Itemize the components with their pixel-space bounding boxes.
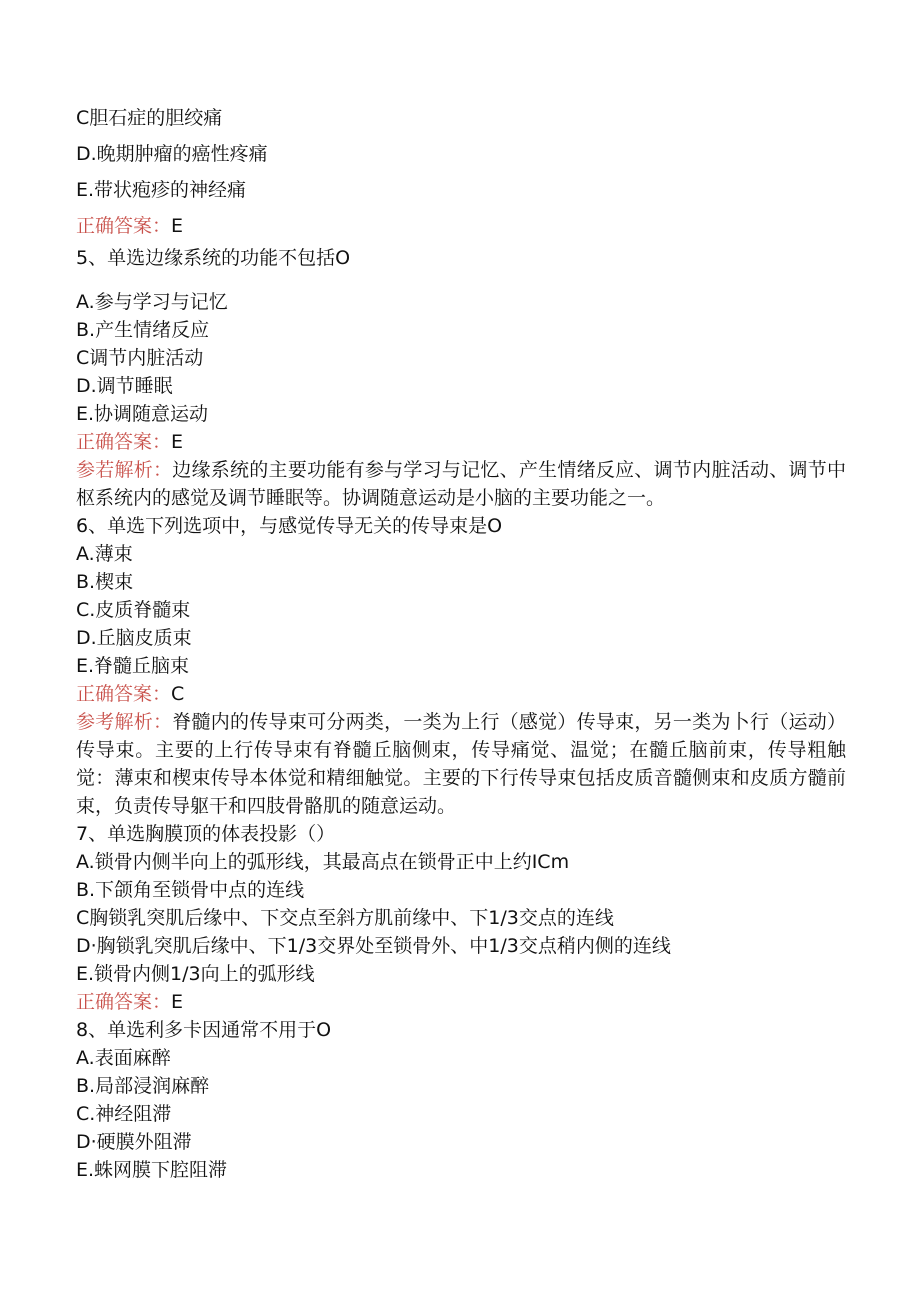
question-6 [76,512,846,820]
correct-answer [76,212,846,240]
option-d: D·硬膜外阻滞 [76,1131,192,1153]
question-title: 5、单选边缘系统的功能不包括O [76,247,351,269]
option-b: B.楔束 [76,571,134,593]
option-c: C调节内脏活动 [76,347,204,369]
answer-label: 正确答案： [76,683,172,705]
option-a: A.锁骨内侧半向上的弧形线，其最高点在锁骨正中上约ICm [76,851,570,873]
option-a: A.参与学习与记忆 [76,291,228,313]
analysis-text: 边缘系统的主要功能有参与学习与记忆、产生情绪反应、调节内脏活动、调节中枢系统内的感觉及调节睡眠等。协调随意运动是小脑的主要功能之一。 [76,459,846,509]
option-c: C.神经阻滞 [76,1103,172,1125]
answer-value: E [171,215,184,237]
option-c: C.皮质脊髓束 [76,599,191,621]
analysis-label: 参若解析： [76,459,173,481]
answer-label: 正确答案： [76,991,172,1013]
question-title: 8、单选利多卡因通常不用于O [76,1019,332,1041]
option-d: D.晚期肿瘤的癌性疼痛 [76,143,268,165]
question-title: 6、单选下列选项中，与感觉传导无关的传导束是O [76,515,503,537]
answer-value: E [171,431,184,453]
option-e: E.脊髓丘脑束 [76,655,190,677]
option-b: B.局部浸润麻醉 [76,1075,210,1097]
option-b: B.产生情绪反应 [76,319,210,341]
answer-value: E [171,991,184,1013]
option-e: E.带状疱疹的神经痛 [76,179,247,201]
answer-value: C [171,683,185,705]
answer-label: 正确答案： [76,215,172,237]
option-d: D.调节睡眠 [76,375,173,397]
analysis-text: 脊髓内的传导束可分两类，一类为上行（感觉）传导束，另一类为卜行（运动）传导束。主要的上行传导束有脊髓丘脑侧束，传导痛觉、温觉；在髓丘脑前束，传导粗触觉：薄束和楔束传导本体觉和精细触觉。主要的下行传导束包括皮质音髓侧束和皮质方髓前束，负责传导躯干和四肢骨骼肌的随意运动。 [76,711,846,817]
option-e: E.蛛网膜下腔阻滞 [76,1159,228,1181]
answer-label: 正确答案： [76,431,172,453]
option-a: A.薄束 [76,543,133,565]
option-c: C胸锁乳突肌后缘中、下交点至斜方肌前缘中、下1/3交点的连线 [76,907,614,929]
exam-page [76,104,846,1184]
option-e: E.协调随意运动 [76,403,209,425]
option-a: A.表面麻醉 [76,1047,171,1069]
option-c: C胆石症的胆绞痛 [76,107,223,129]
option-d: D.丘脑皮质束 [76,627,192,649]
analysis [76,456,846,512]
question-8 [76,1016,846,1184]
correct-answer [76,428,846,456]
question-4-tail [76,104,846,240]
option-d: D·胸锁乳突肌后缘中、下1/3交界处至锁骨外、中1/3交点稍内侧的连线 [76,935,671,957]
question-7 [76,820,846,1016]
analysis [76,708,846,820]
option-b: B.下颌角至锁骨中点的连线 [76,879,305,901]
question-title: 7、单选胸膜顶的体表投影（） [76,823,336,845]
correct-answer [76,988,846,1016]
correct-answer [76,680,846,708]
option-e: E.锁骨内侧1/3向上的弧形线 [76,963,315,985]
question-5 [76,244,846,512]
analysis-label: 参考解析： [76,711,173,733]
